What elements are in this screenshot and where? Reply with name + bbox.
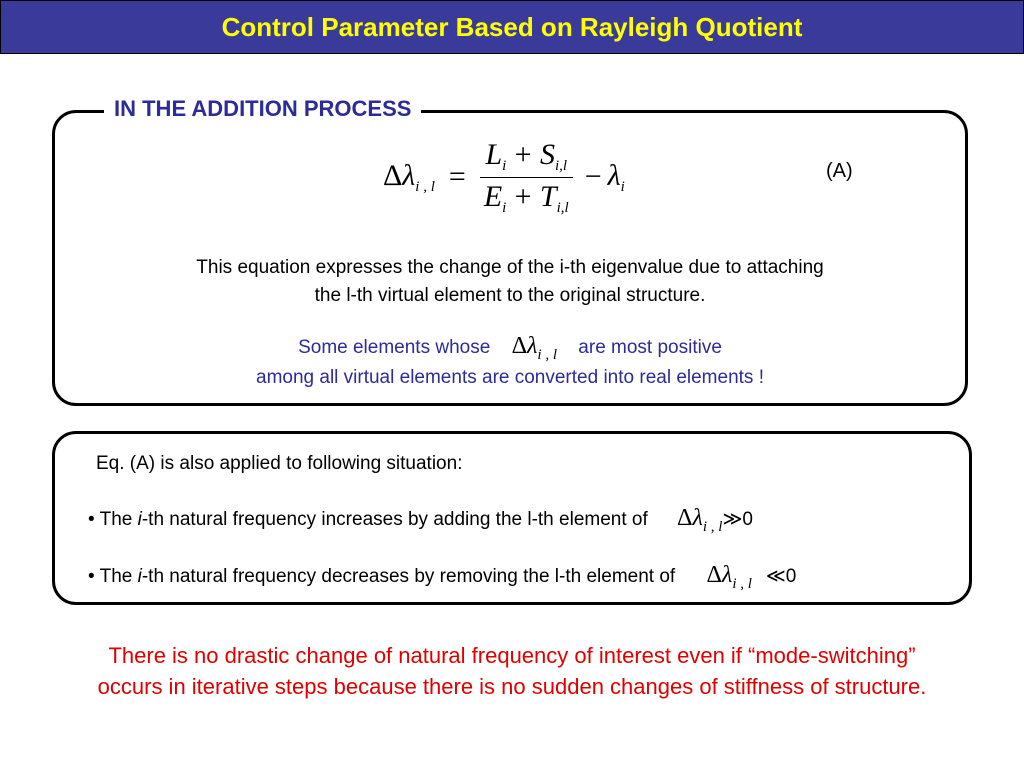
much-greater-relation: ≫0	[722, 509, 753, 530]
bullet-increase: • The i-th natural frequency increases by adding the l-th element of $\Delta\lambda_{i , l}≫0$	[88, 505, 753, 535]
title-bar	[0, 0, 1024, 54]
rayleigh-equation	[383, 132, 625, 222]
conclusion-line-1: There is no drastic change of natural frequency of interest even if “mode-switching”	[108, 643, 916, 668]
equation-minus: −	[584, 160, 602, 193]
delta-lambda-symbol: $\Delta\lambda_{i , l}$	[706, 562, 752, 592]
conclusion-line-2: occurs in iterative steps because there is no sudden changes of stiffness of structure.	[97, 674, 927, 699]
situations-intro: Eq. (A) is also applied to following situation:	[96, 453, 463, 474]
highlight-line-1: Some elements whose $\Delta\lambda_{i , l}$ are most positive	[298, 333, 722, 363]
equation-lhs: $\Delta\lambda_{i , l}$	[383, 158, 435, 195]
equation-tag: (A)	[826, 160, 853, 182]
bullet-decrease: • The i-th natural frequency decreases by removing the l-th element of $\Delta\lambda_{i , l}$ ≪0	[88, 562, 797, 592]
equation-fraction	[480, 138, 573, 217]
explanation-line-1: This equation expresses the change of the i-th eigenvalue due to attaching	[196, 257, 824, 278]
equation-equals: =	[448, 160, 466, 193]
highlight-line-2: among all virtual elements are converted into real elements !	[256, 367, 764, 388]
slide-title: Control Parameter Based on Rayleigh Quotient	[221, 11, 803, 42]
much-less-relation: ≪0	[765, 566, 797, 587]
addition-process-label: IN THE ADDITION PROCESS	[104, 96, 421, 122]
conclusion	[0, 640, 1024, 702]
fraction-bar	[480, 177, 573, 178]
explanation-line-2: the l-th virtual element to the original structure.	[314, 285, 706, 306]
equation-denominator: $E_i + T_{i,l}$	[483, 179, 569, 216]
delta-lambda-symbol: $\Delta\lambda_{i , l}$	[677, 505, 723, 535]
equation-rhs: $\lambda_i$	[607, 158, 625, 195]
delta-lambda-symbol: $\Delta\lambda_{i , l}$	[511, 333, 558, 363]
equation-numerator: $L_i + S_{i,l}$	[485, 137, 568, 174]
